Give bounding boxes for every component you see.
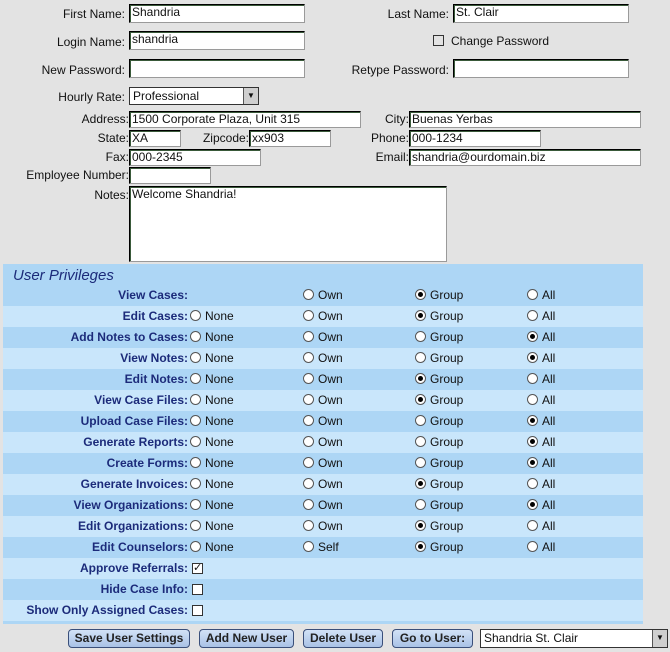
- privilege-label: View Organizations:: [73, 498, 188, 512]
- radio-button-icon[interactable]: [527, 541, 538, 552]
- privilege-option-none[interactable]: [190, 477, 234, 491]
- privilege-option-label: Own: [318, 288, 343, 302]
- radio-button-icon[interactable]: [303, 541, 314, 552]
- privilege-option-own[interactable]: [303, 309, 343, 323]
- radio-button-icon[interactable]: [415, 478, 426, 489]
- radio-button-icon[interactable]: [527, 499, 538, 510]
- privilege-option-own[interactable]: [303, 372, 343, 386]
- privilege-option-label: None: [205, 414, 234, 428]
- privilege-option-none[interactable]: [190, 435, 234, 449]
- radio-button-icon[interactable]: [527, 289, 538, 300]
- privilege-option-group[interactable]: [415, 477, 463, 491]
- privilege-option-all[interactable]: [527, 498, 555, 512]
- privilege-label: Hide Case Info:: [100, 582, 188, 596]
- privilege-option-label: None: [205, 372, 234, 386]
- radio-button-icon[interactable]: [303, 352, 314, 363]
- privilege-option-all[interactable]: [527, 456, 555, 470]
- privilege-checkbox[interactable]: [192, 584, 203, 595]
- privilege-option-label: Group: [430, 498, 464, 512]
- radio-button-icon[interactable]: [527, 310, 538, 321]
- privilege-option-label: All: [542, 435, 556, 449]
- privilege-option-label: Own: [318, 477, 343, 491]
- privilege-option-none[interactable]: [190, 372, 234, 386]
- privilege-option-group[interactable]: [415, 330, 463, 344]
- privilege-option-label: Group: [430, 288, 464, 302]
- privilege-option-group[interactable]: [415, 351, 463, 365]
- privilege-option-group[interactable]: [415, 393, 463, 407]
- privilege-option-own[interactable]: [303, 498, 343, 512]
- privilege-option-label: None: [205, 498, 234, 512]
- retype-password-input[interactable]: [453, 59, 629, 78]
- privilege-row: [3, 369, 643, 390]
- save-user-settings-button[interactable]: Save User Settings: [68, 629, 190, 648]
- privilege-option-label: Group: [430, 456, 464, 470]
- radio-button-icon[interactable]: [415, 373, 426, 384]
- privilege-option-label: Own: [318, 372, 343, 386]
- address-label: Address:: [81, 112, 129, 126]
- privilege-row: [3, 474, 643, 495]
- privilege-option-all[interactable]: [527, 519, 555, 533]
- privilege-option-label: Own: [318, 435, 343, 449]
- privilege-option-label: None: [205, 477, 234, 491]
- radio-button-icon[interactable]: [303, 373, 314, 384]
- phone-label: Phone:: [370, 131, 409, 145]
- radio-button-icon[interactable]: [303, 457, 314, 468]
- email-label: Email:: [375, 150, 409, 164]
- radio-button-icon[interactable]: [415, 499, 426, 510]
- radio-button-icon[interactable]: [190, 331, 201, 342]
- privilege-option-label: None: [205, 330, 234, 344]
- privilege-option-all[interactable]: [527, 414, 555, 428]
- hourly-rate-value: Professional: [133, 89, 200, 103]
- radio-button-icon[interactable]: [527, 394, 538, 405]
- privilege-option-group[interactable]: [415, 456, 463, 470]
- hourly-rate-select[interactable]: [129, 87, 259, 105]
- radio-button-icon[interactable]: [415, 310, 426, 321]
- radio-button-icon[interactable]: [190, 373, 201, 384]
- privilege-option-group[interactable]: [415, 519, 463, 533]
- privilege-label: Edit Notes:: [124, 372, 188, 386]
- privilege-option-label: Own: [318, 498, 343, 512]
- dropdown-arrow-icon: ▼: [243, 88, 258, 104]
- state-label: State:: [97, 131, 129, 145]
- privilege-option-group[interactable]: [415, 435, 463, 449]
- change-password-label: Change Password: [451, 34, 550, 48]
- go-to-user-select[interactable]: [480, 629, 668, 648]
- privilege-check-row: [3, 600, 643, 621]
- privilege-label: Upload Case Files:: [80, 414, 188, 428]
- new-password-label: New Password:: [41, 63, 125, 77]
- delete-user-button[interactable]: Delete User: [303, 629, 383, 648]
- last-name-input[interactable]: St. Clair: [453, 4, 629, 23]
- privilege-option-label: All: [542, 477, 556, 491]
- privilege-option-none[interactable]: [190, 309, 234, 323]
- radio-button-icon[interactable]: [190, 499, 201, 510]
- privilege-row: [3, 327, 643, 348]
- radio-button-icon[interactable]: [415, 352, 426, 363]
- privilege-option-own[interactable]: [303, 330, 343, 344]
- privilege-label: View Notes:: [120, 351, 188, 365]
- privilege-option-label: All: [542, 498, 556, 512]
- radio-button-icon[interactable]: [190, 415, 201, 426]
- privilege-option-label: Own: [318, 330, 343, 344]
- state-input[interactable]: XA: [129, 130, 181, 147]
- privilege-option-label: None: [205, 351, 234, 365]
- privilege-label: Show Only Assigned Cases:: [26, 603, 188, 617]
- radio-button-icon[interactable]: [190, 478, 201, 489]
- first-name-input[interactable]: Shandria: [129, 4, 305, 23]
- go-to-user-value: Shandria St. Clair: [484, 631, 579, 645]
- privilege-option-label: Own: [318, 456, 343, 470]
- radio-button-icon[interactable]: [527, 373, 538, 384]
- login-name-label: Login Name:: [56, 35, 125, 49]
- privilege-option-label: Own: [318, 393, 343, 407]
- privilege-option-label: None: [205, 435, 234, 449]
- radio-button-icon[interactable]: [527, 457, 538, 468]
- city-label: City:: [385, 112, 409, 126]
- change-password-checkbox[interactable]: [433, 35, 444, 46]
- privilege-option-none[interactable]: [190, 498, 234, 512]
- privilege-label: View Cases:: [118, 288, 188, 302]
- add-new-user-button[interactable]: Add New User: [199, 629, 294, 648]
- privilege-option-group[interactable]: [415, 498, 463, 512]
- privilege-option-label: Group: [430, 351, 464, 365]
- privilege-option-own[interactable]: [303, 414, 343, 428]
- fax-label: Fax:: [105, 150, 129, 164]
- email-input[interactable]: shandria@ourdomain.biz: [409, 149, 641, 166]
- privilege-option-none[interactable]: [190, 330, 234, 344]
- radio-button-icon[interactable]: [303, 394, 314, 405]
- radio-button-icon[interactable]: [415, 541, 426, 552]
- privilege-checkbox[interactable]: [192, 605, 203, 616]
- privilege-option-none[interactable]: [190, 351, 234, 365]
- privilege-row: [3, 495, 643, 516]
- privilege-option-label: Group: [430, 393, 464, 407]
- privilege-option-all[interactable]: [527, 330, 555, 344]
- privilege-label: Approve Referrals:: [79, 561, 188, 575]
- privilege-option-self[interactable]: [303, 540, 339, 554]
- radio-button-icon[interactable]: [303, 289, 314, 300]
- privilege-option-own[interactable]: [303, 351, 343, 365]
- privilege-option-label: All: [542, 288, 556, 302]
- privilege-option-all[interactable]: [527, 477, 555, 491]
- privilege-label: Create Forms:: [106, 456, 188, 470]
- address-input[interactable]: 1500 Corporate Plaza, Unit 315: [129, 111, 361, 128]
- radio-button-icon[interactable]: [415, 520, 426, 531]
- radio-button-icon[interactable]: [527, 520, 538, 531]
- privilege-option-all[interactable]: [527, 435, 555, 449]
- privilege-row: [3, 348, 643, 369]
- privilege-option-all[interactable]: [527, 309, 555, 323]
- privilege-option-label: Group: [430, 309, 464, 323]
- radio-button-icon[interactable]: [190, 394, 201, 405]
- privilege-row: [3, 285, 643, 306]
- radio-button-icon[interactable]: [415, 436, 426, 447]
- radio-button-icon[interactable]: [527, 415, 538, 426]
- privilege-option-label: Group: [430, 477, 464, 491]
- radio-button-icon[interactable]: [190, 520, 201, 531]
- radio-button-icon[interactable]: [190, 352, 201, 363]
- privilege-option-label: None: [205, 309, 234, 323]
- privilege-option-label: Group: [430, 435, 464, 449]
- fax-input[interactable]: 000-2345: [129, 149, 261, 166]
- privilege-option-none[interactable]: [190, 456, 234, 470]
- privilege-option-label: All: [542, 393, 556, 407]
- notes-textarea[interactable]: Welcome Shandria!: [129, 186, 447, 262]
- privilege-label: Add Notes to Cases:: [70, 330, 188, 344]
- privilege-option-own[interactable]: [303, 519, 343, 533]
- zipcode-input[interactable]: xx903: [249, 130, 331, 147]
- privilege-option-group[interactable]: [415, 288, 463, 302]
- privilege-row: [3, 411, 643, 432]
- privilege-option-group[interactable]: [415, 309, 463, 323]
- privilege-row: [3, 432, 643, 453]
- privilege-option-group[interactable]: [415, 540, 463, 554]
- radio-button-icon[interactable]: [527, 352, 538, 363]
- privilege-label: Edit Organizations:: [77, 519, 188, 533]
- privilege-option-label: All: [542, 456, 556, 470]
- privilege-option-label: All: [542, 351, 556, 365]
- privilege-label: Edit Counselors:: [91, 540, 188, 554]
- privilege-option-all[interactable]: [527, 372, 555, 386]
- radio-button-icon[interactable]: [190, 541, 201, 552]
- privilege-option-label: None: [205, 540, 234, 554]
- privilege-option-own[interactable]: [303, 288, 343, 302]
- privilege-option-label: Self: [318, 540, 339, 554]
- radio-button-icon[interactable]: [415, 331, 426, 342]
- privilege-row: [3, 390, 643, 411]
- notes-label: Notes:: [94, 188, 129, 202]
- radio-button-icon[interactable]: [303, 478, 314, 489]
- privilege-option-label: None: [205, 519, 234, 533]
- privilege-row: [3, 453, 643, 474]
- privilege-label: Edit Cases:: [122, 309, 188, 323]
- radio-button-icon[interactable]: [415, 457, 426, 468]
- privilege-option-label: All: [542, 372, 556, 386]
- privilege-row: [3, 516, 643, 537]
- privilege-option-own[interactable]: [303, 435, 343, 449]
- privilege-option-group[interactable]: [415, 372, 463, 386]
- last-name-label: Last Name:: [387, 7, 449, 21]
- radio-button-icon[interactable]: [415, 394, 426, 405]
- new-password-input[interactable]: [129, 59, 305, 78]
- radio-button-icon[interactable]: [190, 436, 201, 447]
- privilege-option-own[interactable]: [303, 456, 343, 470]
- privileges-title: User Privileges: [13, 267, 114, 284]
- privilege-option-all[interactable]: [527, 288, 555, 302]
- radio-button-icon[interactable]: [527, 331, 538, 342]
- privilege-option-all[interactable]: [527, 351, 555, 365]
- privilege-option-label: Group: [430, 330, 464, 344]
- privilege-option-label: Own: [318, 414, 343, 428]
- radio-button-icon[interactable]: [527, 436, 538, 447]
- privilege-option-label: All: [542, 309, 556, 323]
- privilege-option-label: Group: [430, 372, 464, 386]
- privilege-option-group[interactable]: [415, 414, 463, 428]
- privilege-option-own[interactable]: [303, 477, 343, 491]
- privilege-option-none[interactable]: [190, 393, 234, 407]
- privilege-option-own[interactable]: [303, 393, 343, 407]
- first-name-label: First Name:: [62, 7, 125, 21]
- privilege-option-label: Own: [318, 519, 343, 533]
- privilege-check-row: [3, 579, 643, 600]
- privilege-label: Generate Reports:: [83, 435, 188, 449]
- privilege-option-all[interactable]: [527, 540, 555, 554]
- privilege-option-none[interactable]: [190, 519, 234, 533]
- privilege-row: [3, 306, 643, 327]
- privilege-option-label: Own: [318, 351, 343, 365]
- radio-button-icon[interactable]: [415, 415, 426, 426]
- privilege-option-label: None: [205, 393, 234, 407]
- zipcode-label: Zipcode:: [202, 131, 249, 145]
- radio-button-icon[interactable]: [190, 310, 201, 321]
- login-name-input[interactable]: shandria: [129, 31, 305, 50]
- privilege-option-label: All: [542, 540, 556, 554]
- privilege-option-label: Group: [430, 414, 464, 428]
- privilege-option-label: All: [542, 330, 556, 344]
- privilege-option-label: Group: [430, 540, 464, 554]
- privilege-label: Generate Invoices:: [80, 477, 188, 491]
- phone-input[interactable]: 000-1234: [409, 130, 541, 147]
- radio-button-icon[interactable]: [303, 310, 314, 321]
- privilege-label: View Case Files:: [94, 393, 188, 407]
- privilege-checkbox[interactable]: [192, 563, 203, 574]
- radio-button-icon[interactable]: [527, 478, 538, 489]
- retype-password-label: Retype Password:: [351, 63, 449, 77]
- radio-button-icon[interactable]: [415, 289, 426, 300]
- user-privileges-panel: [3, 264, 643, 624]
- privilege-option-none[interactable]: [190, 414, 234, 428]
- privilege-option-label: Own: [318, 309, 343, 323]
- radio-button-icon[interactable]: [303, 436, 314, 447]
- privilege-option-label: All: [542, 414, 556, 428]
- employee-number-label: Employee Number:: [26, 168, 129, 182]
- privilege-row: [3, 537, 643, 558]
- radio-button-icon[interactable]: [190, 457, 201, 468]
- privilege-option-none[interactable]: [190, 540, 234, 554]
- radio-button-icon[interactable]: [303, 415, 314, 426]
- go-to-user-button[interactable]: Go to User:: [392, 629, 473, 648]
- city-input[interactable]: Buenas Yerbas: [409, 111, 641, 128]
- employee-number-input[interactable]: [129, 167, 211, 184]
- hourly-rate-label: Hourly Rate:: [58, 90, 125, 104]
- dropdown-arrow-icon: ▼: [652, 630, 667, 647]
- privilege-option-label: Group: [430, 519, 464, 533]
- privilege-option-label: All: [542, 519, 556, 533]
- privilege-option-all[interactable]: [527, 393, 555, 407]
- radio-button-icon[interactable]: [303, 331, 314, 342]
- privilege-check-row: [3, 558, 643, 579]
- privilege-option-label: None: [205, 456, 234, 470]
- radio-button-icon[interactable]: [303, 499, 314, 510]
- radio-button-icon[interactable]: [303, 520, 314, 531]
